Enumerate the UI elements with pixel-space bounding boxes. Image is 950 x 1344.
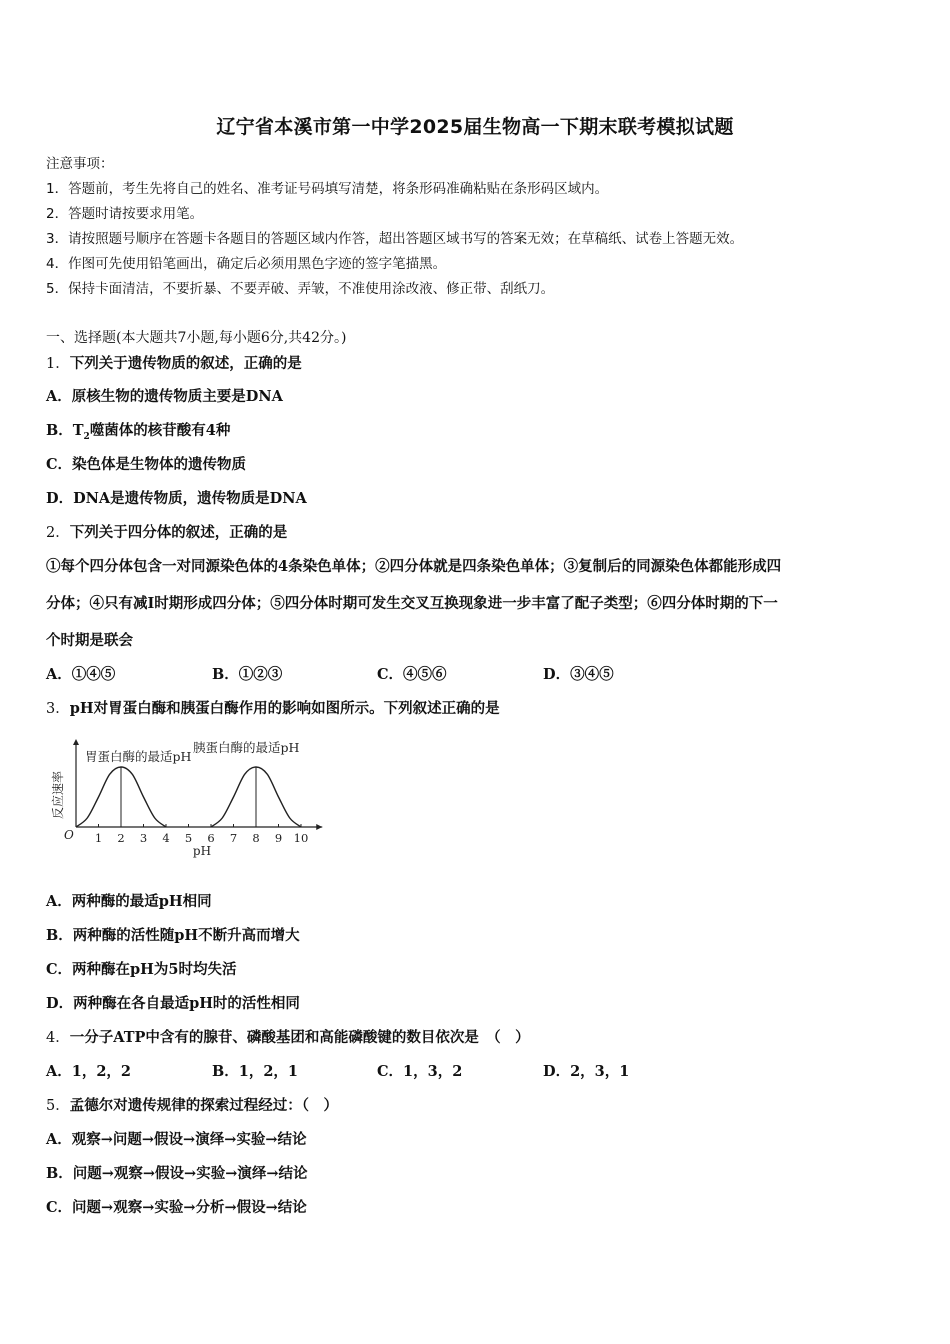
q3-option-b: B．两种酶的活性随pH不断升高而增大 bbox=[46, 927, 300, 944]
question-1 bbox=[46, 352, 302, 373]
question-stem: 孟德尔对遗传规律的探索过程经过：（ ） bbox=[69, 1097, 338, 1114]
option-text: 噬菌体的核苷酸有4种 bbox=[89, 422, 231, 439]
x-tick-label: 6 bbox=[207, 831, 215, 845]
question-number: 5． bbox=[46, 1098, 70, 1114]
question-4 bbox=[46, 1026, 530, 1047]
q4-option-c: C．1，3，2 bbox=[377, 1063, 463, 1080]
q2-option-d: D．③④⑤ bbox=[543, 666, 614, 683]
x-tick-label: 3 bbox=[139, 831, 148, 845]
question-stem: 一分子ATP中含有的腺苷、磷酸基团和高能磷酸键的数目依次是 （ ） bbox=[69, 1029, 530, 1046]
question-stem: 下列关于遗传物质的叙述，正确的是 bbox=[69, 355, 302, 372]
q4-option-a: A．1，2，2 bbox=[46, 1063, 132, 1080]
origin-label: O bbox=[64, 828, 74, 842]
question-number: 1． bbox=[46, 356, 70, 372]
notice-item-1: 1．答题前，考生先将自己的姓名、准考证号码填写清楚，将条形码准确粘贴在条形码区域内。 bbox=[46, 181, 609, 197]
q3-option-d: D．两种酶在各自最适pH时的活性相同 bbox=[46, 995, 300, 1012]
q1-option-b bbox=[46, 419, 230, 442]
question-2 bbox=[46, 521, 287, 542]
x-tick-label: 9 bbox=[274, 831, 283, 845]
notice-item-4: 4．作图可先使用铅笔画出，确定后必须用黑色字迹的签字笔描黑。 bbox=[46, 256, 447, 272]
q2-option-a: A．①④⑤ bbox=[46, 666, 116, 683]
question-5 bbox=[46, 1094, 338, 1115]
x-tick-label: 4 bbox=[162, 831, 170, 845]
q4-option-d: D．2，3，1 bbox=[543, 1063, 630, 1080]
optimum-annotation: 胰蛋白酶的最适pH bbox=[193, 740, 300, 755]
question-number: 3． bbox=[46, 701, 70, 717]
q1-option-c: C．染色体是生物体的遗传物质 bbox=[46, 456, 247, 473]
q3-option-c: C．两种酶在pH为5时均失活 bbox=[46, 961, 237, 978]
question-stem: pH对胃蛋白酶和胰蛋白酶作用的影响如图所示。下列叙述正确的是 bbox=[69, 700, 500, 717]
question-number: 2． bbox=[46, 525, 70, 541]
x-tick-label: 8 bbox=[252, 831, 260, 845]
page-title: 辽宁省本溪市第一中学2025届生物高一下期末联考模拟试题 bbox=[216, 116, 734, 138]
q2-statement-line-1: ①每个四分体包含一对同源染色体的4条染色单体；②四分体就是四条染色单体；③复制后的同源染色体都能形成四 bbox=[46, 558, 782, 575]
optimum-annotation: 胃蛋白酶的最适pH bbox=[85, 749, 192, 764]
x-tick-label: 10 bbox=[293, 831, 309, 845]
x-tick-label: 7 bbox=[229, 831, 238, 845]
subscript: 2 bbox=[83, 431, 90, 442]
q5-option-c: C．问题→观察→实验→分析→假设→结论 bbox=[46, 1199, 307, 1216]
option-prefix: B．T bbox=[46, 422, 84, 439]
x-tick-label: 1 bbox=[94, 831, 103, 845]
q2-statement-line-2: 分体；④只有减Ⅰ时期形成四分体；⑤四分体时期可发生交叉互换现象进一步丰富了配子类型；⑥四分体时期的下一 bbox=[46, 595, 778, 612]
q2-option-b: B．①②③ bbox=[212, 666, 283, 683]
section-heading: 一、选择题(本大题共7小题,每小题6分,共42分。) bbox=[46, 330, 347, 346]
q1-option-d: D．DNA是遗传物质，遗传物质是DNA bbox=[46, 490, 307, 507]
y-axis-arrow bbox=[73, 739, 79, 745]
x-tick-label: 5 bbox=[184, 831, 193, 845]
q3-option-a: A．两种酶的最适pH相同 bbox=[46, 893, 212, 910]
notice-item-2: 2．答题时请按要求用笔。 bbox=[46, 206, 204, 222]
q5-option-a: A．观察→问题→假设→演绎→实验→结论 bbox=[46, 1131, 307, 1148]
notice-item-5: 5．保持卡面清洁，不要折暴、不要弄破、弄皱，不准使用涂改液、修正带、刮纸刀。 bbox=[46, 281, 555, 297]
question-stem: 下列关于四分体的叙述，正确的是 bbox=[69, 524, 288, 541]
notice-item-3: 3．请按照题号顺序在答题卡各题目的答题区域内作答，超出答题区域书写的答案无效；在草稿纸、试卷上答题无效。 bbox=[46, 231, 744, 247]
ph-enzyme-chart bbox=[51, 735, 366, 865]
x-axis-arrow bbox=[316, 824, 322, 830]
y-axis-label: 反应速率 bbox=[51, 770, 65, 820]
x-tick-label: 2 bbox=[117, 831, 125, 845]
question-3 bbox=[46, 697, 500, 718]
question-number: 4． bbox=[46, 1030, 70, 1046]
x-axis-label: pH bbox=[192, 844, 212, 858]
q5-option-b: B．问题→观察→假设→实验→演绎→结论 bbox=[46, 1165, 308, 1182]
q1-option-a: A．原核生物的遗传物质主要是DNA bbox=[46, 388, 283, 405]
notice-heading: 注意事项： bbox=[46, 156, 114, 172]
q2-option-c: C．④⑤⑥ bbox=[377, 666, 447, 683]
q2-statement-line-3: 个时期是联会 bbox=[46, 632, 133, 649]
q4-option-b: B．1，2，1 bbox=[212, 1063, 299, 1080]
